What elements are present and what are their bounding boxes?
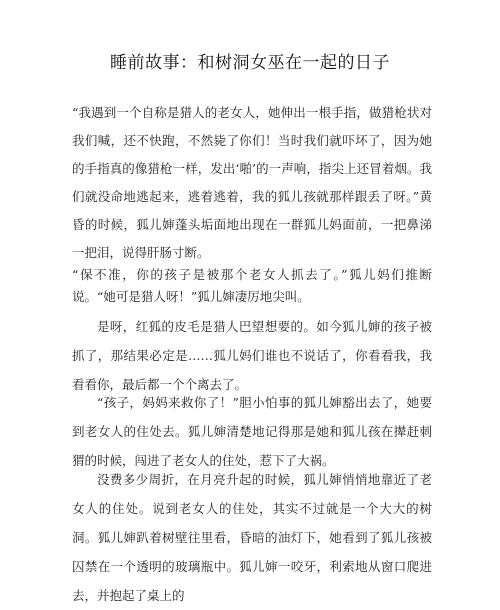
paragraph-4: “孩子，妈妈来救你了！”胆小怕事的狐儿婶豁出去了，她要到老女人的住处去。狐儿婶清楚地记得那是她和狐儿孩在撵赶刺猬的时候，闯进了老女人的住处，惹下了大祸。	[72, 395, 432, 468]
document-title: 睡前故事：和树洞女巫在一起的日子	[110, 53, 390, 73]
paragraph-5: 没费多少周折，在月亮升起的时候，狐儿婶悄悄地靠近了老女人的住处。说到老女人的住处，其实不过就是一个大大的树洞。狐儿婶趴着树壁往里看，昏暗的油灯下，她看到了狐儿孩被囚禁在一个透明的玻璃瓶中。狐儿婶一咬牙，利索地从窗口爬进去，并抱起了桌上的	[72, 472, 432, 603]
paragraph-2: “保不准，你的孩子是被那个老女人抓去了。”狐儿妈们推断说。“她可是猎人呀！”狐儿婶凄厉地尖叫。	[72, 267, 432, 304]
paragraph-3: 是呀，红狐的皮毛是猎人巴望想要的。如今狐儿婶的孩子被抓了，那结果必定是……狐儿妈们谁也不说话了，你看看我，我看看你，最后都一个个离去了。	[72, 319, 432, 392]
paragraph-1: “我遇到一个自称是猎人的老女人，她伸出一根手指，做猎枪状对我们喊，还不快跑，不然毙了你们！当时我们就吓坏了，因为她的手指真的像猎枪一样，发出‘啪’的一声响，指尖上还冒着烟。我们就没命地逃起来，逃着逃着，我的狐儿孩就那样跟丢了呀。”黄昏的时候，狐儿婶蓬头垢面地出现在一群狐儿妈面前，一把鼻涕一把泪，说得肝肠寸断。	[72, 105, 432, 260]
